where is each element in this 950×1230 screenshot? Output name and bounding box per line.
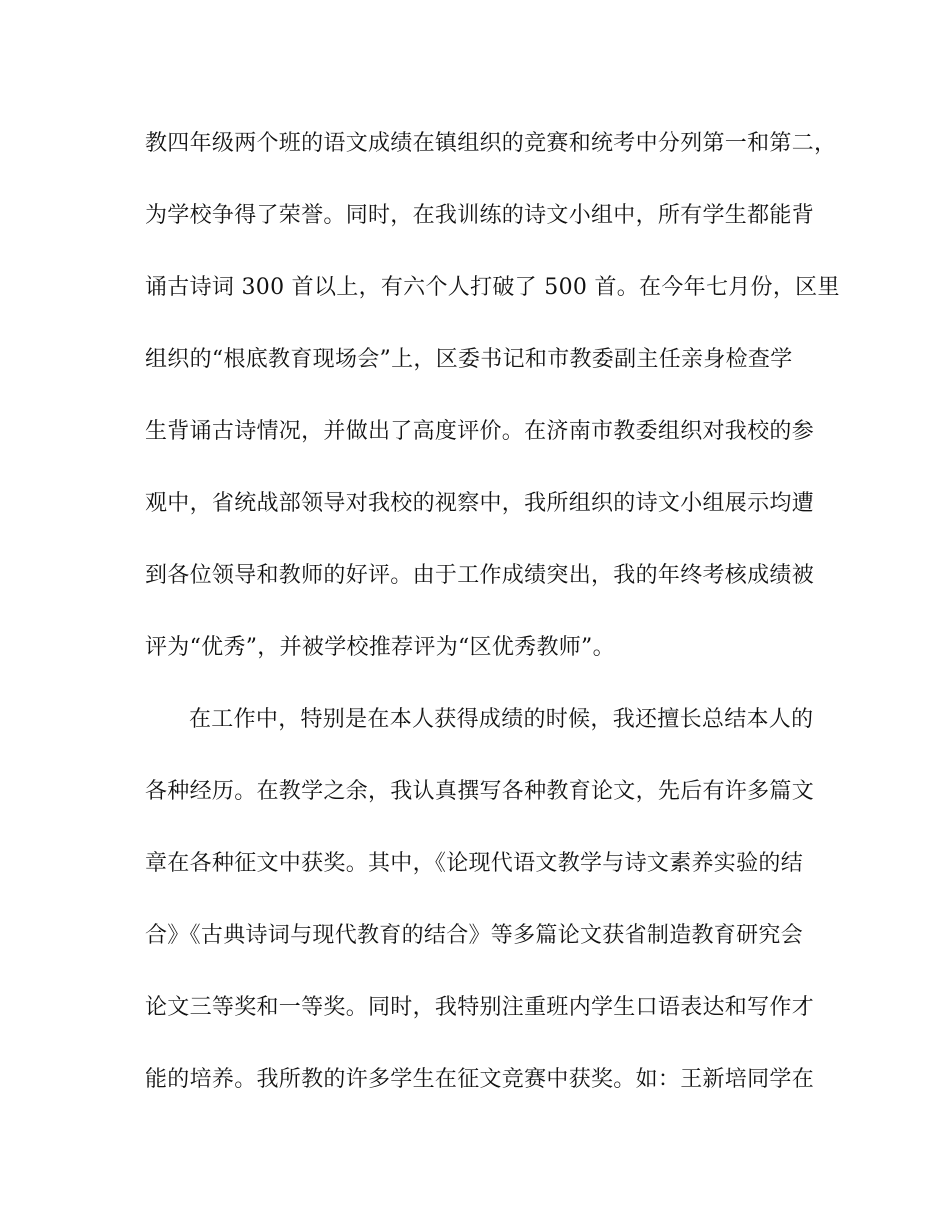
text-line: 教四年级两个班的语文成绩在镇组织的竞赛和统考中分列第一和第二， (145, 131, 837, 156)
text-line: 到各位领导和教师的好评。由于工作成绩突出，我的年终考核成绩被 (145, 563, 815, 588)
text-line: 为学校争得了荣誉。同时，在我训练的诗文小组中，所有学生都能背 (145, 203, 815, 228)
body-text (145, 120, 840, 1128)
text-line: 各种经历。在教学之余，我认真撰写各种教育论文，先后有许多篇文 (145, 779, 815, 804)
text-line: 组织的“根底教育现场会”上，区委书记和市教委副主任亲身检查学 (145, 347, 793, 372)
text-line: 生背诵古诗情况，并做出了高度评价。在济南市教委组织对我校的参 (145, 419, 815, 444)
text-line: 观中，省统战部领导对我校的视察中，我所组织的诗文小组展示均遭 (145, 491, 815, 516)
text-line: 能的培养。我所教的许多学生在征文竞赛中获奖。如：王新培同学在 (145, 1067, 815, 1092)
text-line: 章在各种征文中获奖。其中，《论现代语文教学与诗文素养实验的结 (145, 851, 804, 876)
text-line: 评为“优秀”，并被学校推荐评为“区优秀教师”。 (145, 635, 615, 660)
text-line: 论文三等奖和一等奖。同时，我特别注重班内学生口语表达和写作才 (145, 995, 815, 1020)
text-line: 合》《古典诗词与现代教育的结合》等多篇论文获省制造教育研究会 (145, 923, 804, 948)
text-line: 诵古诗词 300 首以上，有六个人打破了 500 首。在今年七月份，区里 (145, 275, 840, 300)
paragraph-start-line: 在工作中，特别是在本人获得成绩的时候，我还擅长总结本人的 (189, 707, 814, 732)
